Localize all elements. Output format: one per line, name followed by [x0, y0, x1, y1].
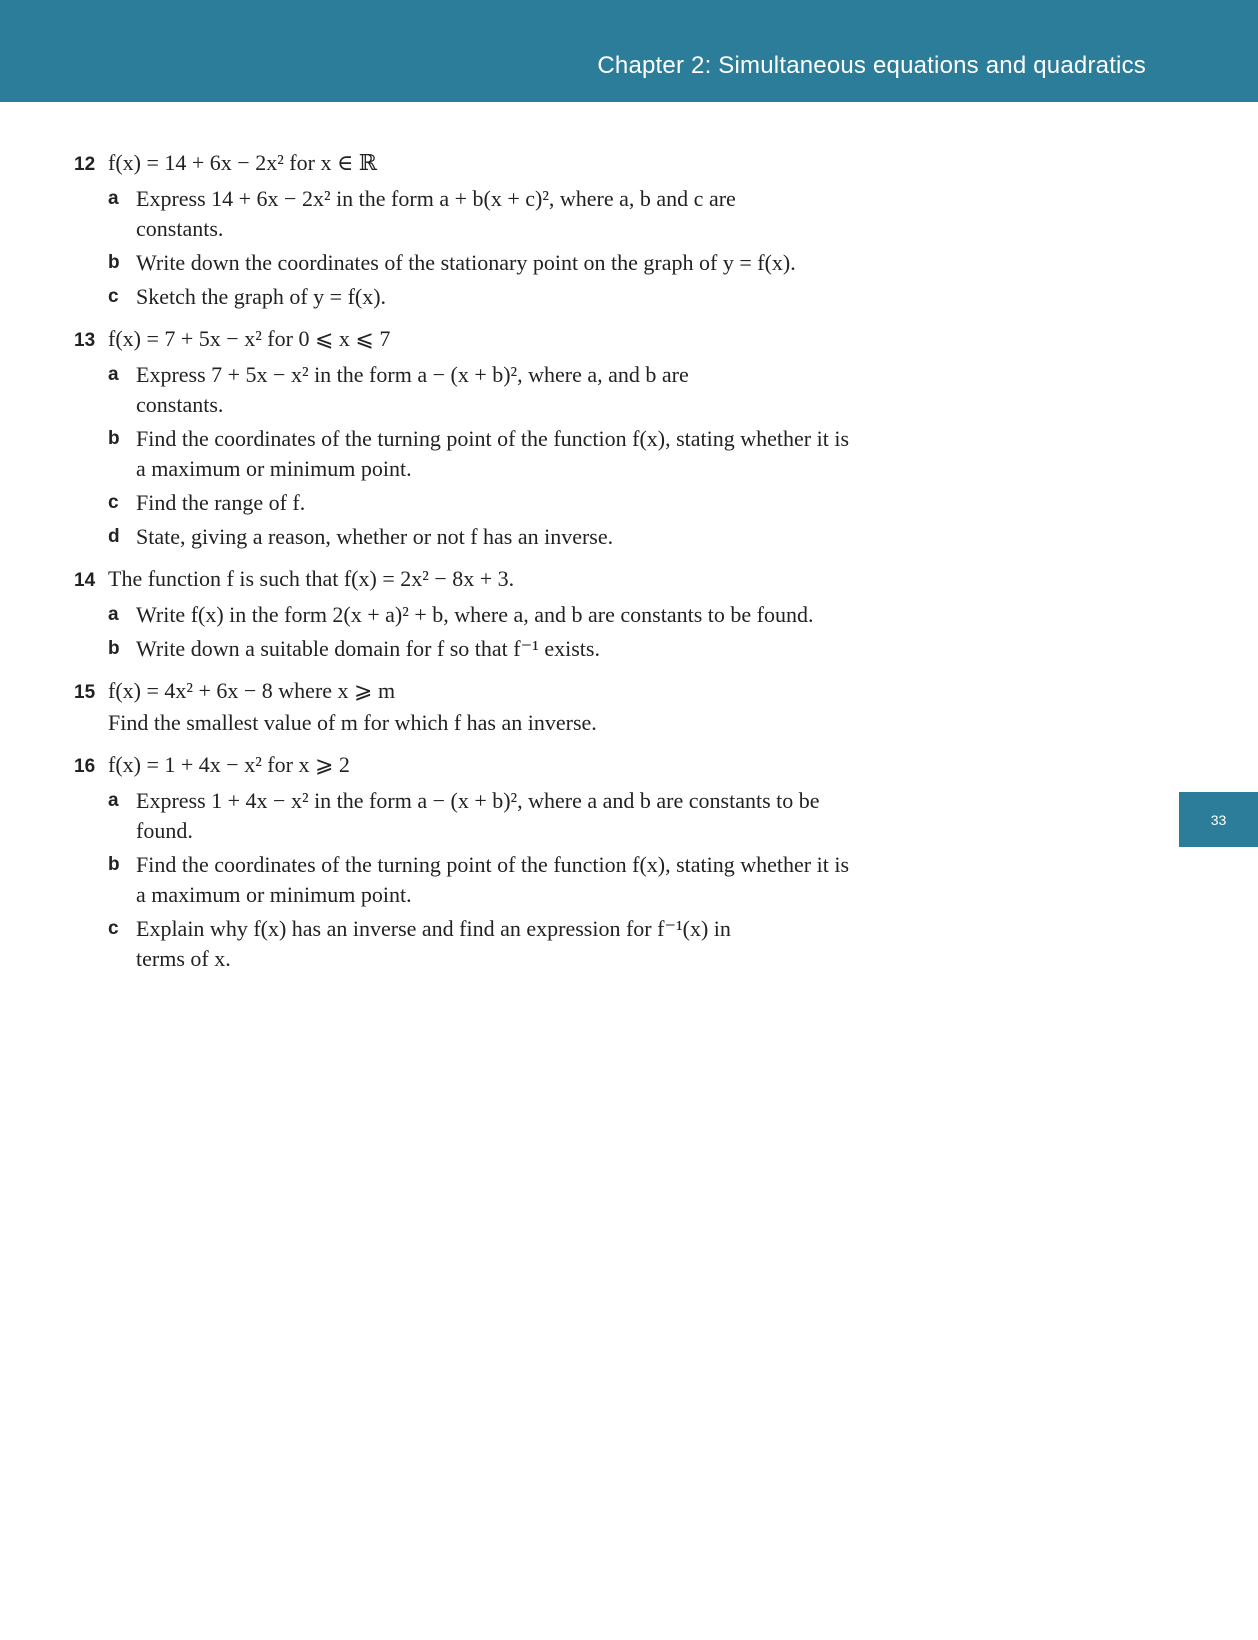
- part-label: d: [108, 526, 120, 547]
- part-text: Write down a suitable domain for f so that f⁻¹ exists.: [136, 636, 600, 661]
- part-text: Explain why f(x) has an inverse and find an expression for f⁻¹(x) in terms of x.: [136, 916, 731, 971]
- question-number: 16: [74, 756, 96, 777]
- exercise-list: [74, 148, 934, 986]
- part-label: c: [108, 918, 119, 939]
- chapter-title: Chapter 2: Simultaneous equations and quadratics: [597, 52, 1146, 79]
- question-12: [74, 148, 934, 312]
- part-label: b: [108, 428, 120, 449]
- question-part: [108, 184, 934, 244]
- question-number: 15: [74, 682, 96, 703]
- question-note: Find the smallest value of m for which f has an inverse.: [108, 710, 597, 735]
- question-part: [108, 850, 934, 910]
- part-label: b: [108, 854, 120, 875]
- question-part: [108, 424, 934, 484]
- question-part: [108, 522, 934, 552]
- part-text: Find the coordinates of the turning point of the function f(x), stating whether it is a maximum or minimum point.: [136, 426, 850, 481]
- question-part: [108, 248, 934, 278]
- question-number: 12: [74, 154, 96, 175]
- question-number: 13: [74, 330, 96, 351]
- question-stem: f(x) = 1 + 4x − x² for x ⩾ 2: [108, 752, 350, 777]
- part-label: a: [108, 604, 119, 625]
- question-part: [108, 786, 934, 846]
- part-label: a: [108, 790, 119, 811]
- part-label: a: [108, 188, 119, 209]
- part-text: Express 7 + 5x − x² in the form a − (x + b)², where a, and b are constants.: [136, 362, 689, 417]
- question-13: [74, 324, 934, 552]
- part-text: Write down the coordinates of the stationary point on the graph of y = f(x).: [136, 250, 796, 275]
- part-text: Express 14 + 6x − 2x² in the form a + b(x + c)², where a, b and c are constants.: [136, 186, 736, 241]
- question-part: [108, 634, 934, 664]
- question-part: [108, 360, 934, 420]
- question-part: [108, 282, 934, 312]
- part-text: Sketch the graph of y = f(x).: [136, 284, 387, 309]
- page-number: 33: [1210, 811, 1227, 828]
- question-part: [108, 600, 934, 630]
- part-text: Write f(x) in the form 2(x + a)² + b, where a, and b are constants to be found.: [136, 602, 814, 627]
- part-label: c: [108, 492, 119, 513]
- part-text: State, giving a reason, whether or not f has an inverse.: [136, 524, 614, 549]
- part-text: Find the range of f.: [136, 490, 306, 515]
- question-stem: f(x) = 7 + 5x − x² for 0 ⩽ x ⩽ 7: [108, 326, 391, 351]
- part-label: a: [108, 364, 119, 385]
- question-stem: f(x) = 4x² + 6x − 8 where x ⩾ m: [108, 678, 396, 703]
- part-label: c: [108, 286, 119, 307]
- part-text: Find the coordinates of the turning point of the function f(x), stating whether it is a maximum or minimum point.: [136, 852, 850, 907]
- chapter-header-band: [0, 0, 1258, 102]
- question-part: [108, 914, 934, 974]
- part-label: b: [108, 252, 120, 273]
- question-14: [74, 564, 934, 664]
- page-number-tab: [1179, 792, 1258, 847]
- question-stem: f(x) = 14 + 6x − 2x² for x ∈ ℝ: [108, 150, 378, 175]
- question-16: [74, 750, 934, 974]
- part-label: b: [108, 638, 120, 659]
- part-text: Express 1 + 4x − x² in the form a − (x + b)², where a and b are constants to be found.: [136, 788, 820, 843]
- question-number: 14: [74, 570, 96, 591]
- question-15: [74, 676, 934, 738]
- question-stem: The function f is such that f(x) = 2x² − 8x + 3.: [108, 566, 515, 591]
- question-part: [108, 488, 934, 518]
